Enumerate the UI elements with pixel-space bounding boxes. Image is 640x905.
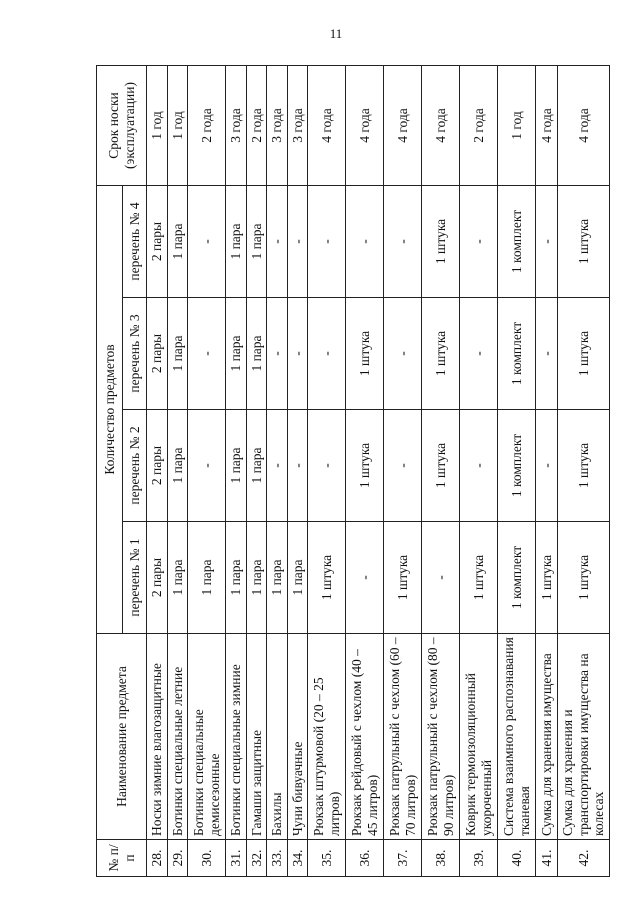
- item-name: Рюкзак штурмовой (20 – 25 литров): [308, 634, 346, 840]
- qty-list-2: 1 комплект: [498, 410, 536, 522]
- header-list-4: перечень № 4: [123, 185, 147, 297]
- header-num: № п/п: [97, 840, 147, 877]
- table-row: [558, 65, 610, 876]
- qty-list-4: -: [188, 185, 226, 297]
- wear-term: 4 года: [346, 65, 384, 185]
- qty-list-2: 1 пара: [226, 410, 247, 522]
- qty-list-1: 2 пары: [147, 522, 168, 634]
- qty-list-1: 1 штука: [308, 522, 346, 634]
- table-row: [460, 65, 498, 876]
- qty-list-3: 1 комплект: [498, 298, 536, 410]
- items-table: [96, 65, 610, 877]
- qty-list-3: -: [384, 298, 422, 410]
- item-name: Ботинки специальные летние: [167, 634, 188, 840]
- qty-list-2: -: [287, 410, 308, 522]
- wear-term: 3 года: [287, 65, 308, 185]
- wear-term: 4 года: [536, 65, 558, 185]
- qty-list-2: -: [188, 410, 226, 522]
- qty-list-4: -: [267, 185, 288, 297]
- row-number: 42.: [558, 840, 610, 877]
- qty-list-3: 1 штука: [346, 298, 384, 410]
- qty-list-3: -: [460, 298, 498, 410]
- qty-list-1: -: [422, 522, 460, 634]
- item-name: Система взаимного распознавания тканевая: [498, 634, 536, 840]
- qty-list-3: 1 штука: [558, 298, 610, 410]
- table-row: [147, 65, 168, 876]
- qty-list-4: 1 штука: [422, 185, 460, 297]
- qty-list-3: -: [188, 298, 226, 410]
- wear-term: 4 года: [384, 65, 422, 185]
- wear-term: 4 года: [308, 65, 346, 185]
- table-row: [188, 65, 226, 876]
- header-name: Наименование предмета: [97, 634, 147, 840]
- table-row: [498, 65, 536, 876]
- qty-list-1: 1 комплект: [498, 522, 536, 634]
- table-container: [96, 66, 607, 877]
- wear-term: 4 года: [422, 65, 460, 185]
- qty-list-1: 1 штука: [558, 522, 610, 634]
- header-list-3: перечень № 3: [123, 298, 147, 410]
- qty-list-2: 1 штука: [558, 410, 610, 522]
- row-number: 41.: [536, 840, 558, 877]
- wear-term: 3 года: [226, 65, 247, 185]
- qty-list-2: 1 пара: [246, 410, 267, 522]
- qty-list-4: 1 комплект: [498, 185, 536, 297]
- row-number: 29.: [167, 840, 188, 877]
- header-term: Срок носки (эксплуатации): [97, 65, 147, 185]
- item-name: Ботинки специальные зимние: [226, 634, 247, 840]
- wear-term: 2 года: [188, 65, 226, 185]
- page-number: 11: [329, 26, 343, 41]
- qty-list-2: 1 штука: [346, 410, 384, 522]
- table-row: [536, 65, 558, 876]
- qty-list-4: 2 пары: [147, 185, 168, 297]
- qty-list-1: 1 штука: [384, 522, 422, 634]
- qty-list-3: -: [267, 298, 288, 410]
- item-name: Чуни бивуачные: [287, 634, 308, 840]
- qty-list-2: -: [267, 410, 288, 522]
- qty-list-4: 1 пара: [226, 185, 247, 297]
- table-row: [167, 65, 188, 876]
- item-name: Сумка для хранения и транспортировки имущества на колесах: [558, 634, 610, 840]
- qty-list-1: 1 пара: [287, 522, 308, 634]
- qty-list-4: 1 пара: [246, 185, 267, 297]
- row-number: 38.: [422, 840, 460, 877]
- table-row: [308, 65, 346, 876]
- table-row: [346, 65, 384, 876]
- qty-list-2: 1 штука: [422, 410, 460, 522]
- header-list-1: перечень № 1: [123, 522, 147, 634]
- rotated-table-frame: [96, 66, 607, 877]
- item-name: Носки зимние влагозащитные: [147, 634, 168, 840]
- row-number: 37.: [384, 840, 422, 877]
- qty-list-2: -: [536, 410, 558, 522]
- qty-list-1: 1 пара: [246, 522, 267, 634]
- qty-list-1: 1 пара: [167, 522, 188, 634]
- qty-list-2: 2 пары: [147, 410, 168, 522]
- wear-term: 2 года: [246, 65, 267, 185]
- table-row: [287, 65, 308, 876]
- wear-term: 1 год: [167, 65, 188, 185]
- item-name: Гамаши защитные: [246, 634, 267, 840]
- row-number: 30.: [188, 840, 226, 877]
- qty-list-2: 1 пара: [167, 410, 188, 522]
- qty-list-1: -: [346, 522, 384, 634]
- qty-list-1: 1 штука: [460, 522, 498, 634]
- qty-list-4: 1 штука: [558, 185, 610, 297]
- row-number: 34.: [287, 840, 308, 877]
- row-number: 32.: [246, 840, 267, 877]
- qty-list-4: -: [287, 185, 308, 297]
- row-number: 31.: [226, 840, 247, 877]
- table-row: [246, 65, 267, 876]
- wear-term: 1 год: [147, 65, 168, 185]
- header-quantity: Количество предметов: [97, 185, 123, 633]
- row-number: 28.: [147, 840, 168, 877]
- qty-list-2: -: [384, 410, 422, 522]
- item-name: Коврик термоизоляционный укороченный: [460, 634, 498, 840]
- qty-list-4: -: [308, 185, 346, 297]
- table-row: [226, 65, 247, 876]
- row-number: 33.: [267, 840, 288, 877]
- table-row: [422, 65, 460, 876]
- qty-list-3: 1 пара: [167, 298, 188, 410]
- qty-list-3: -: [308, 298, 346, 410]
- qty-list-3: 2 пары: [147, 298, 168, 410]
- item-name: Рюкзак патрульный с чехлом (80 – 90 литров): [422, 634, 460, 840]
- qty-list-3: -: [287, 298, 308, 410]
- item-name: Рюкзак рейдовый с чехлом (40 – 45 литров): [346, 634, 384, 840]
- wear-term: 1 год: [498, 65, 536, 185]
- row-number: 36.: [346, 840, 384, 877]
- qty-list-2: -: [460, 410, 498, 522]
- table-body: [147, 65, 610, 876]
- qty-list-4: -: [346, 185, 384, 297]
- header-list-2: перечень № 2: [123, 410, 147, 522]
- wear-term: 3 года: [267, 65, 288, 185]
- wear-term: 4 года: [558, 65, 610, 185]
- qty-list-4: -: [460, 185, 498, 297]
- table-row: [384, 65, 422, 876]
- qty-list-3: -: [536, 298, 558, 410]
- qty-list-1: 1 пара: [267, 522, 288, 634]
- qty-list-1: 1 штука: [536, 522, 558, 634]
- qty-list-4: -: [384, 185, 422, 297]
- table-row: [267, 65, 288, 876]
- item-name: Бахилы: [267, 634, 288, 840]
- row-number: 39.: [460, 840, 498, 877]
- qty-list-3: 1 пара: [246, 298, 267, 410]
- row-number: 35.: [308, 840, 346, 877]
- qty-list-4: 1 пара: [167, 185, 188, 297]
- item-name: Рюкзак патрульный с чехлом (60 – 70 литров): [384, 634, 422, 840]
- qty-list-3: 1 штука: [422, 298, 460, 410]
- wear-term: 2 года: [460, 65, 498, 185]
- qty-list-1: 1 пара: [188, 522, 226, 634]
- item-name: Ботинки специальные демисезонные: [188, 634, 226, 840]
- qty-list-2: -: [308, 410, 346, 522]
- qty-list-3: 1 пара: [226, 298, 247, 410]
- row-number: 40.: [498, 840, 536, 877]
- qty-list-4: -: [536, 185, 558, 297]
- item-name: Сумка для хранения имущества: [536, 634, 558, 840]
- qty-list-1: 1 пара: [226, 522, 247, 634]
